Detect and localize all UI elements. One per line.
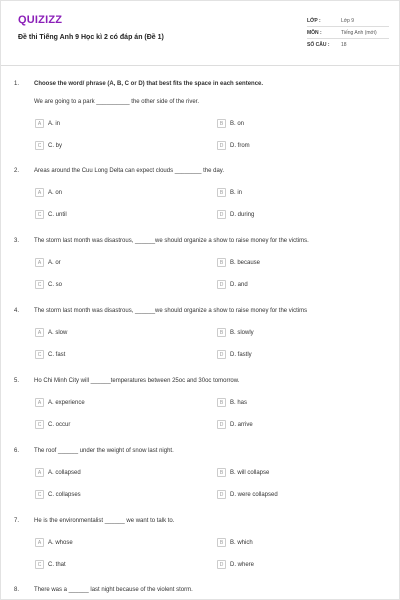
option-label: B. has [230,399,248,406]
option-letter-box: B [217,468,226,477]
question-sentence: We are going to a park __________ the other side of the river. [34,99,199,105]
option-letter-box: D [217,141,226,150]
option-letter-box: C [35,280,44,289]
option-c[interactable] [35,560,66,569]
option-b[interactable] [217,538,253,547]
option-letter-box: A [35,468,44,477]
question-text: There was a ______ last night because of the violent storm. [34,587,193,593]
option-letter-box: D [217,560,226,569]
option-label: D. during [230,211,255,218]
option-letter-box: D [217,420,226,429]
option-d[interactable] [217,350,252,359]
option-label: A. on [48,189,63,196]
meta-value: Tiếng Anh (mới) [341,29,377,36]
option-c[interactable] [35,490,81,499]
question-text: He is the environmentalist ______ we want to talk to. [34,518,175,524]
question-number: 8. [14,587,20,593]
option-label: C. until [48,211,67,218]
option-c[interactable] [35,210,67,219]
option-label: C. so [48,281,63,288]
option-b[interactable] [217,398,247,407]
option-a[interactable] [35,188,62,197]
question-text: Areas around the Cuu Long Delta can expect clouds ________ the day. [34,168,225,174]
option-label: C. occur [48,421,71,428]
option-label: C. that [48,561,66,568]
option-c[interactable] [35,350,65,359]
option-label: D. were collapsed [230,491,278,498]
option-letter-box: D [217,350,226,359]
option-letter-box: A [35,188,44,197]
question-number: 7. [14,518,20,524]
quizizz-logo: QUIZIZZ [18,14,63,26]
option-b[interactable] [217,328,254,337]
worksheet-meta [307,15,389,51]
option-label: C. collapses [48,491,81,498]
option-letter-box: C [35,210,44,219]
meta-row-class [307,15,389,27]
option-letter-box: D [217,280,226,289]
meta-label: MÔN : [307,29,322,36]
option-d[interactable] [217,420,253,429]
option-letter-box: A [35,328,44,337]
option-letter-box: D [217,210,226,219]
option-letter-box: B [217,119,226,128]
option-label: A. whose [48,539,73,546]
option-b[interactable] [217,188,242,197]
option-b[interactable] [217,468,269,477]
option-d[interactable] [217,210,254,219]
option-label: B. in [230,189,243,196]
option-label: B. on [230,120,245,127]
meta-label: LỚP : [307,17,321,24]
question-number: 5. [14,378,20,384]
option-letter-box: B [217,538,226,547]
option-c[interactable] [35,280,62,289]
option-c[interactable] [35,420,70,429]
option-label: A. or [48,259,61,266]
question-number: 2. [14,168,20,174]
option-letter-box: D [217,490,226,499]
option-a[interactable] [35,328,67,337]
option-label: D. from [230,142,250,149]
option-label: C. fast [48,351,66,358]
option-letter-box: A [35,258,44,267]
question-text: The roof ______ under the weight of snow last night. [34,448,174,454]
option-letter-box: C [35,141,44,150]
option-label: A. collapsed [48,469,81,476]
meta-label: SỐ CÂU : [307,42,330,48]
meta-row-count [307,39,389,51]
option-b[interactable] [217,258,260,267]
question-number: 3. [14,238,20,244]
option-letter-box: A [35,398,44,407]
meta-value: Lớp 9 [341,17,355,24]
option-letter-box: B [217,398,226,407]
option-label: B. because [230,259,261,266]
option-letter-box: C [35,560,44,569]
option-letter-box: C [35,420,44,429]
option-letter-box: A [35,538,44,547]
option-d[interactable] [217,490,278,499]
option-a[interactable] [35,258,61,267]
meta-row-subject [307,27,389,39]
option-letter-box: A [35,119,44,128]
option-label: A. experience [48,399,85,406]
question-number: 4. [14,308,20,314]
option-label: D. where [230,561,255,568]
option-a[interactable] [35,398,85,407]
option-d[interactable] [217,560,254,569]
question-number: 6. [14,448,20,454]
question-text: The storm last month was disastrous, ______we should organize a show to raise money for the victims [34,308,308,314]
option-a[interactable] [35,119,60,128]
option-label: A. in [48,120,61,127]
option-label: B. will collapse [230,469,270,476]
meta-value: 18 [341,42,347,48]
option-label: D. arrive [230,421,253,428]
question-text: The storm last month was disastrous, ______we should organize a show to raise money for the victims. [34,238,309,244]
option-letter-box: B [217,188,226,197]
option-label: A. slow [48,329,68,336]
question-number: 1. [14,81,20,87]
question-text: Choose the word/ phrase (A, B, C or D) that best fits the space in each sentence. [34,81,264,87]
option-letter-box: C [35,350,44,359]
option-a[interactable] [35,538,73,547]
option-b[interactable] [217,119,244,128]
header-divider [1,65,400,66]
option-label: D. and [230,281,248,288]
option-label: C. by [48,142,63,149]
option-letter-box: B [217,328,226,337]
question-text: Ho Chi Minh City will ______temperatures between 25oc and 30oc tomorrow. [34,378,240,384]
option-label: B. which [230,539,253,546]
option-letter-box: C [35,490,44,499]
option-a[interactable] [35,468,81,477]
option-d[interactable] [217,280,248,289]
option-letter-box: B [217,258,226,267]
option-d[interactable] [217,141,250,150]
worksheet-title: Đề thi Tiếng Anh 9 Học kì 2 có đáp án (Đề 1) [18,34,164,41]
option-label: D. fastly [230,351,252,358]
option-label: B. slowly [230,329,254,336]
option-c[interactable] [35,141,62,150]
